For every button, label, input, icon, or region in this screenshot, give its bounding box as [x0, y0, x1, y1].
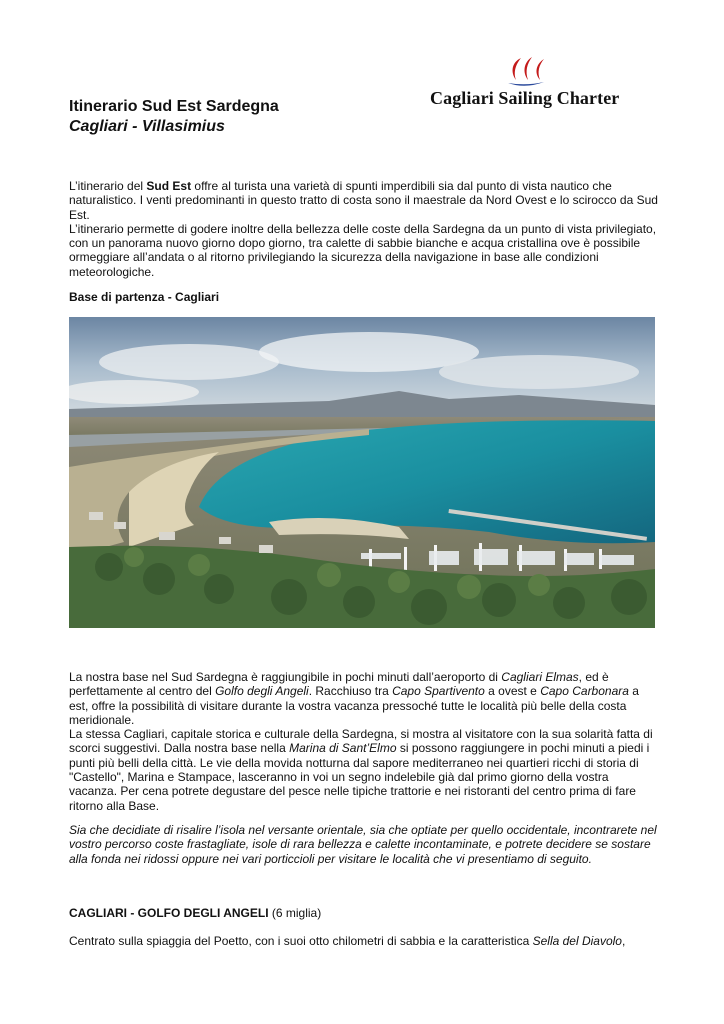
base-text: La stessa Cagliari, capitale storica e culturale della Sardegna, si mostra al visitatore con la sua solarità fatta di scorci suggestivi. Dalla nostra base nella	[69, 727, 653, 756]
route-text: Centrato sulla spiaggia del Poetto, con i suoi otto chilometri di sabbia e la caratteristica	[69, 934, 533, 948]
base-italic-text: Capo Carbonara	[540, 684, 629, 699]
base-italic-text: Golfo degli Angeli	[215, 684, 309, 699]
aerial-photo-image	[69, 317, 655, 628]
base-text: , ed è perfettamente al centro del	[69, 670, 609, 699]
section-heading-base: Base di partenza - Cagliari	[69, 290, 220, 304]
base-text: si possono raggiungere in pochi minuti a piedi i punti più belli della città. Le vie della movida notturna dal sapore mediterraneo nei quartieri ricchi di storia di "Castello", Marina e Stampace, lasceranno in voi un segno indelebile già dal primo giorno della vostra vacanza. Per cena potrete degustare del pesce nelle tipiche trattorie e nei ristoranti del centro prima di fare ritorno alla Base.	[69, 741, 650, 813]
base-text: . Racchiuso tra	[308, 684, 393, 699]
intro-bold-text: Sud Est	[146, 179, 192, 193]
intro-text: offre al turista una varietà di spunti imperdibili sia dal punto di vista nautico che naturalistico. I venti predominanti in questo tratto di costa sono il maestrale da Nord Ovest e lo scirocco da Sud Est.	[69, 179, 658, 222]
route-text: ,	[621, 934, 626, 948]
logo-text: Cagliari Sailing Charter	[430, 88, 620, 108]
page-title: Itinerario Sud Est Sardegna	[69, 98, 279, 115]
italic-paragraph: Sia che decidiate di risalire l’isola nel versante orientale, sia che optiate per quello occidentale, incontrarete nel vostro percorso coste frastagliate, isole di rara bellezza e calette incontaminate, e potrete decidere se sostare alla fonda nei ridossi oppure nei vari porticcioli per visitare le località che vi presentiamo di seguito.	[69, 823, 657, 866]
route-italic-text: Sella del Diavolo	[532, 934, 622, 948]
intro-paragraph	[69, 179, 659, 279]
harbor-photo	[69, 317, 655, 628]
route-heading-title: CAGLIARI - GOLFO DEGLI ANGELI	[69, 906, 269, 920]
base-italic-text: Marina di Sant’Elmo	[289, 741, 397, 756]
route-heading	[69, 906, 321, 920]
intro-text: L’itinerario del	[69, 179, 147, 193]
intro-text: L’itinerario permette di godere inoltre della bellezza delle coste della Sardegna da un punto di vista privilegiato, con un panorama nuovo giorno dopo giorno, tra calette di sabbie bianche e acqua cristallina ove è possibile ormeggiare all’andata o al ritorno privilegiando la sicurezza della navigazione in base alle condizioni meteorologiche.	[69, 221, 657, 279]
sailing-sails-logo-icon	[504, 56, 546, 90]
base-italic-text: Capo Spartivento	[392, 684, 485, 699]
page-subtitle: Cagliari - Villasimius	[69, 118, 225, 135]
brand-logo	[430, 56, 630, 116]
base-paragraph	[69, 670, 659, 813]
base-italic-text: Cagliari Elmas	[501, 670, 579, 684]
base-text: La nostra base nel Sud Sardegna è raggiungibile in pochi minuti dall’aeroporto di	[69, 670, 502, 684]
base-text: a ovest e	[484, 684, 541, 699]
base-text: a est, offre la possibilità di visitare durante la vostra vacanza pressoché tutte le località più belle della costa meridionale.	[69, 684, 639, 727]
route-distance: (6 miglia)	[268, 906, 322, 920]
route-paragraph	[69, 934, 659, 948]
